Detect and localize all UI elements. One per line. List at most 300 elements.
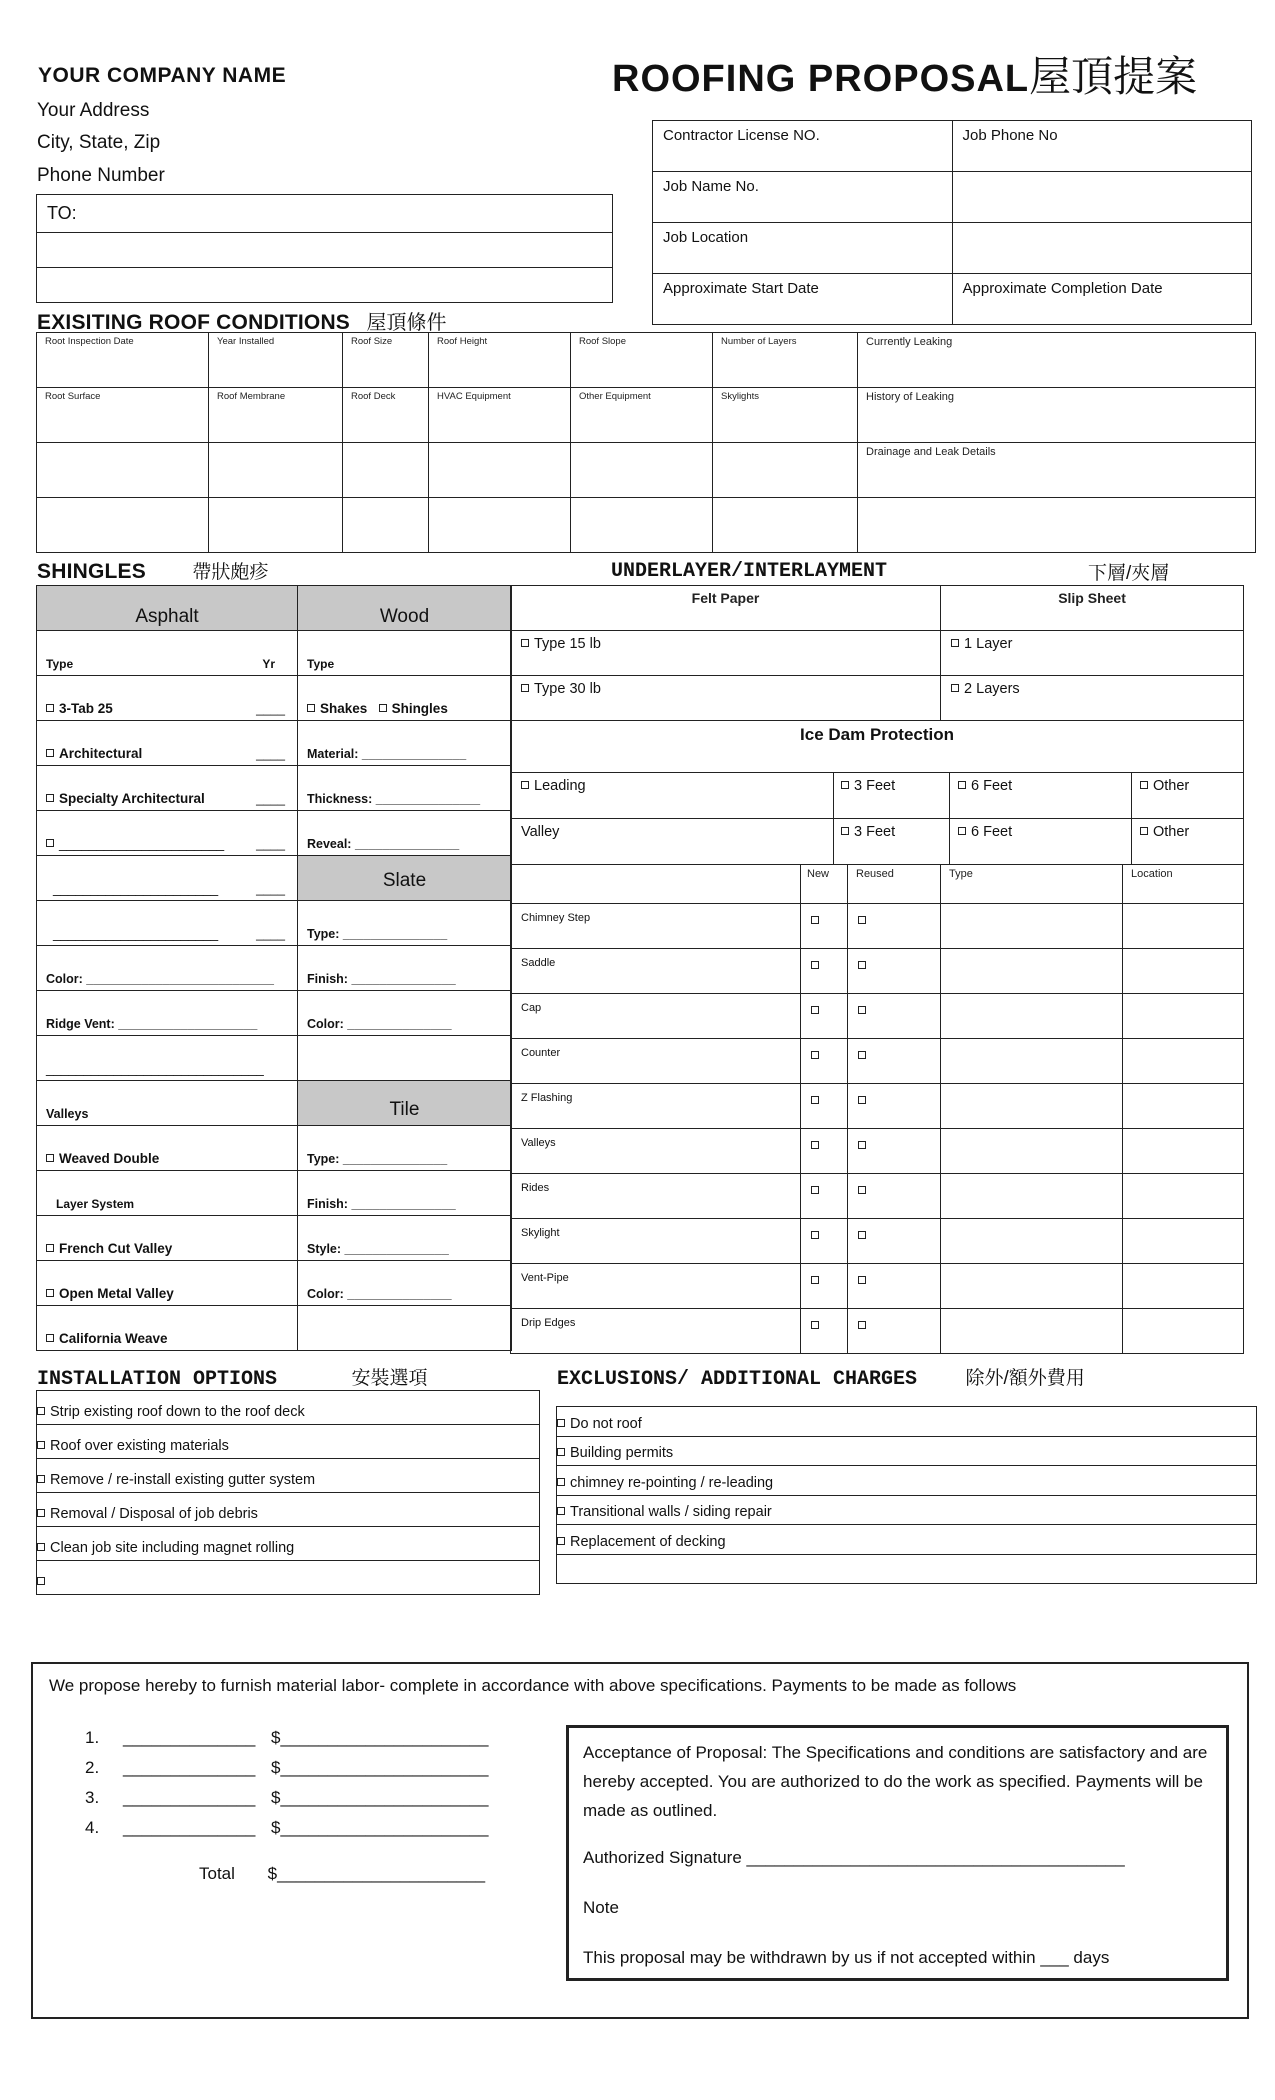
- roof-cond-cell[interactable]: [37, 443, 209, 498]
- roof-cond-label: Roof Deck: [351, 391, 396, 402]
- checkbox-icon[interactable]: [858, 916, 866, 924]
- checkbox-icon[interactable]: [841, 827, 849, 835]
- type-15-option[interactable]: [511, 631, 941, 676]
- installation-option-label: Clean job site including magnet rolling: [50, 1540, 295, 1556]
- three-tab-option[interactable]: [37, 676, 298, 721]
- valley-other-option[interactable]: [1140, 824, 1189, 840]
- ridge-vent-field[interactable]: [37, 991, 298, 1036]
- flashing-type-cell[interactable]: [941, 1264, 1123, 1309]
- flashing-type-cell[interactable]: [941, 1084, 1123, 1129]
- checkbox-icon[interactable]: [37, 1475, 45, 1483]
- roof-cond-cell[interactable]: [713, 498, 858, 553]
- ice-dam-leading-row: [511, 773, 1244, 819]
- type-15-label: [521, 636, 601, 652]
- tile-finish-label: Finish: _______________: [307, 1197, 456, 1211]
- withdrawn-text: This proposal may be withdrawn by us if not accepted within ___ days: [583, 1948, 1110, 1967]
- french-cut-option[interactable]: [37, 1216, 298, 1261]
- new-checkbox-cell[interactable]: [801, 1039, 848, 1084]
- acceptance-box: [566, 1725, 1229, 1981]
- divider: [1131, 819, 1132, 864]
- roof-cond-cell[interactable]: [571, 443, 713, 498]
- architectural-option[interactable]: [37, 721, 298, 766]
- tile-style-field[interactable]: [298, 1216, 512, 1261]
- ridge-vent-label: Ridge Vent: ____________________: [46, 1017, 258, 1031]
- checkbox-icon[interactable]: [858, 1231, 866, 1239]
- roof-inspection-date-field[interactable]: [37, 333, 209, 388]
- location-label: Location: [1131, 868, 1173, 880]
- tile-finish-field[interactable]: [298, 1171, 512, 1216]
- flashing-location-cell[interactable]: [1123, 1174, 1244, 1219]
- checkbox-icon[interactable]: [858, 1141, 866, 1149]
- california-weave-option[interactable]: [37, 1306, 298, 1351]
- california-text: California Weave: [59, 1331, 168, 1346]
- new-checkbox-cell[interactable]: [801, 1129, 848, 1174]
- asphalt-label: Asphalt: [135, 606, 199, 627]
- yr-blank: ____: [256, 746, 285, 761]
- installation-option[interactable]: [37, 1527, 540, 1561]
- flashing-location-cell[interactable]: [1123, 1129, 1244, 1174]
- flashing-location-cell[interactable]: [1123, 1264, 1244, 1309]
- weaved-text: Weaved Double: [59, 1151, 160, 1166]
- checkbox-icon[interactable]: [1140, 827, 1148, 835]
- divider: [1131, 773, 1132, 818]
- acceptance-text: Acceptance of Proposal: The Specifications and conditions are satisfactory and are hereby accepted. You are authorized to do the work as specified. Payments will be made as outlined.: [583, 1743, 1208, 1820]
- roof-cond-label: Other Equipment: [579, 391, 651, 402]
- total-row[interactable]: [199, 1864, 485, 1884]
- roof-cond-cell[interactable]: [209, 498, 343, 553]
- shakes-text: Shakes: [320, 701, 368, 716]
- tile-blank-cell[interactable]: [298, 1306, 512, 1351]
- yr-label: Yr: [262, 657, 275, 671]
- checkbox-icon[interactable]: [557, 1419, 565, 1427]
- payment-row[interactable]: [85, 1818, 488, 1838]
- checkbox-icon[interactable]: [521, 639, 529, 647]
- checkbox-icon[interactable]: [858, 1051, 866, 1059]
- wood-thickness-field[interactable]: [298, 766, 512, 811]
- tile-type-field[interactable]: [298, 1126, 512, 1171]
- flashing-location-cell[interactable]: [1123, 1219, 1244, 1264]
- wood-reveal-field[interactable]: [298, 811, 512, 856]
- reused-checkbox-cell[interactable]: [848, 1264, 941, 1309]
- exclusions-heading: [557, 1363, 1085, 1391]
- checkbox-icon[interactable]: [46, 749, 54, 757]
- reused-header: [848, 865, 941, 904]
- checkbox-icon[interactable]: [858, 1321, 866, 1329]
- job-location-field[interactable]: [653, 223, 953, 274]
- checkbox-icon[interactable]: [811, 1051, 819, 1059]
- roof-surface-field[interactable]: [37, 388, 209, 443]
- checkbox-icon[interactable]: [958, 781, 966, 789]
- six-feet-text: 6 Feet: [971, 778, 1013, 794]
- exclusion-blank[interactable]: [557, 1554, 1257, 1583]
- checkbox-icon[interactable]: [46, 839, 54, 847]
- hvac-equipment-field[interactable]: [429, 388, 571, 443]
- payment-amount: $______________________: [271, 1788, 489, 1807]
- installation-row: [37, 1493, 540, 1527]
- custom-asphalt-option[interactable]: [37, 811, 298, 856]
- roof-cond-cell[interactable]: [571, 498, 713, 553]
- thickness-label: Thickness: _______________: [307, 792, 481, 806]
- reused-checkbox-cell[interactable]: [848, 949, 941, 994]
- job-phone-field[interactable]: [952, 121, 1252, 172]
- new-checkbox-cell[interactable]: [801, 1174, 848, 1219]
- location-header: [1123, 865, 1244, 904]
- checkbox-icon[interactable]: [46, 794, 54, 802]
- asphalt-blank-full[interactable]: [37, 1036, 298, 1081]
- checkbox-icon[interactable]: [46, 1334, 54, 1342]
- to-label: TO:: [47, 203, 77, 223]
- checkbox-icon[interactable]: [811, 1186, 819, 1194]
- flashing-type-cell[interactable]: [941, 1039, 1123, 1084]
- flashing-location-cell[interactable]: [1123, 949, 1244, 994]
- reused-checkbox-cell[interactable]: [848, 1309, 941, 1354]
- payment-row[interactable]: [85, 1788, 488, 1808]
- exclusions-title: EXCLUSIONS/ ADDITIONAL CHARGES: [557, 1368, 918, 1391]
- completion-date-field[interactable]: [952, 274, 1252, 325]
- roof-cond-cell[interactable]: [343, 498, 429, 553]
- slip-label: Slip Sheet: [1058, 590, 1126, 606]
- roof-slope-field[interactable]: [571, 333, 713, 388]
- type-header: [941, 865, 1123, 904]
- reused-checkbox-cell[interactable]: [848, 1039, 941, 1084]
- payment-row[interactable]: [85, 1728, 488, 1748]
- checkbox-icon[interactable]: [557, 1537, 565, 1545]
- checkbox-icon[interactable]: [37, 1509, 45, 1517]
- blank-text: _____________________________: [46, 1061, 264, 1076]
- checkbox-icon[interactable]: [37, 1441, 45, 1449]
- flashing-location-cell[interactable]: [1123, 1309, 1244, 1354]
- flashing-item-label: Valleys: [521, 1137, 556, 1149]
- type-30-option[interactable]: [511, 676, 941, 721]
- type-label: Type: [46, 657, 74, 671]
- ice-dam-header: [511, 721, 1244, 773]
- drainage-leak-details-field[interactable]: [858, 443, 1256, 498]
- new-checkbox-cell[interactable]: [801, 1084, 848, 1129]
- blank-text: ______________________: [59, 836, 225, 851]
- flashing-item: [511, 1219, 801, 1264]
- divider: [949, 773, 950, 818]
- flashing-item-label: Cap: [521, 1002, 542, 1014]
- installation-option-label: Remove / re-install existing gutter system: [50, 1472, 316, 1488]
- page-title-text: ROOFING PROPOSAL: [612, 58, 1030, 100]
- roof-cond-cell[interactable]: [713, 443, 858, 498]
- currently-leaking-field[interactable]: [858, 333, 1256, 388]
- skylights-field[interactable]: [713, 388, 858, 443]
- valley-3ft-option[interactable]: [841, 824, 895, 840]
- weaved-double-label: [46, 1151, 159, 1166]
- installation-option[interactable]: [37, 1561, 540, 1595]
- job-name-value[interactable]: [952, 172, 1252, 223]
- checkbox-icon[interactable]: [858, 961, 866, 969]
- payment-number: 2.: [85, 1758, 100, 1777]
- new-checkbox-cell[interactable]: [801, 904, 848, 949]
- company-name: YOUR COMPANY NAME: [38, 64, 287, 87]
- tile-type-label: Type: _______________: [307, 1152, 448, 1166]
- flashing-item: [511, 1084, 801, 1129]
- to-line-3[interactable]: [37, 268, 613, 303]
- six-feet-text: 6 Feet: [971, 824, 1013, 840]
- job-phone-label: Job Phone No: [962, 127, 1058, 144]
- flashing-type-cell[interactable]: [941, 1309, 1123, 1354]
- slate-color-field[interactable]: [298, 991, 512, 1036]
- open-metal-label: [46, 1286, 174, 1301]
- roof-deck-field[interactable]: [343, 388, 429, 443]
- checkbox-icon[interactable]: [811, 916, 819, 924]
- installation-option[interactable]: [37, 1425, 540, 1459]
- felt-label: Felt Paper: [691, 590, 760, 606]
- wood-shakes-option[interactable]: [298, 676, 512, 721]
- checkbox-icon[interactable]: [1140, 781, 1148, 789]
- job-name-field[interactable]: [653, 172, 953, 223]
- open-metal-option[interactable]: [37, 1261, 298, 1306]
- checkbox-icon[interactable]: [521, 781, 529, 789]
- checkbox-icon[interactable]: [811, 1096, 819, 1104]
- shingles-table: [36, 585, 512, 1351]
- installation-option[interactable]: [37, 1459, 540, 1493]
- slate-header: [298, 856, 512, 901]
- checkbox-icon[interactable]: [37, 1407, 45, 1415]
- underlayment-title-cn: 下層/夾層: [1088, 563, 1170, 584]
- roof-cond-cell[interactable]: [858, 498, 1256, 553]
- leading-text: Leading: [534, 778, 586, 794]
- two-layers-option[interactable]: [941, 676, 1244, 721]
- installation-table: [36, 1390, 540, 1595]
- checkbox-icon[interactable]: [811, 1231, 819, 1239]
- reused-checkbox-cell[interactable]: [848, 904, 941, 949]
- flashing-item-label: Z Flashing: [521, 1092, 573, 1104]
- flashing-item-label: Vent-Pipe: [521, 1272, 569, 1284]
- installation-option-label: Strip existing roof down to the roof deck: [50, 1404, 305, 1420]
- proposal-box: [31, 1662, 1249, 2019]
- slate-finish-label: Finish: _______________: [307, 972, 456, 986]
- checkbox-icon[interactable]: [557, 1448, 565, 1456]
- exclusion-row: [557, 1525, 1257, 1555]
- company-city: City, State, Zip: [37, 132, 161, 153]
- checkbox-icon[interactable]: [811, 961, 819, 969]
- authorized-signature[interactable]: Authorized Signature ________________________________________: [583, 1848, 1125, 1867]
- license-field[interactable]: [653, 121, 953, 172]
- completion-date-label: Approximate Completion Date: [962, 280, 1163, 297]
- new-checkbox-cell[interactable]: [801, 1219, 848, 1264]
- flashing-row: [511, 904, 1244, 949]
- divider: [833, 773, 834, 818]
- material-label: Material: _______________: [307, 747, 467, 761]
- flashing-item: [511, 1129, 801, 1174]
- roof-cond-cell[interactable]: [209, 443, 343, 498]
- job-location-value[interactable]: [952, 223, 1252, 274]
- flashing-row: [511, 1264, 1244, 1309]
- payment-row[interactable]: [85, 1758, 488, 1778]
- checkbox-icon[interactable]: [557, 1507, 565, 1515]
- installation-option[interactable]: [37, 1493, 540, 1527]
- flashing-type-cell[interactable]: [941, 949, 1123, 994]
- exclusion-option[interactable]: [557, 1466, 1257, 1496]
- checkbox-icon[interactable]: [951, 639, 959, 647]
- leading-3ft-option[interactable]: [841, 778, 895, 794]
- roof-conditions-table: [36, 332, 1256, 553]
- new-checkbox-cell[interactable]: [801, 994, 848, 1039]
- flashing-location-cell[interactable]: [1123, 1084, 1244, 1129]
- tile-color-label: Color: _______________: [307, 1287, 452, 1301]
- flashing-item: [511, 1264, 801, 1309]
- exclusion-row: [557, 1407, 1257, 1437]
- flashing-location-cell[interactable]: [1123, 994, 1244, 1039]
- proposal-intro: We propose hereby to furnish material labor- complete in accordance with above specifications. Payments to be made as follows: [49, 1676, 1017, 1695]
- reused-checkbox-cell[interactable]: [848, 1129, 941, 1174]
- exclusion-option[interactable]: [557, 1525, 1257, 1555]
- installation-row: [37, 1459, 540, 1493]
- year-installed-field[interactable]: [209, 333, 343, 388]
- checkbox-icon[interactable]: [858, 1186, 866, 1194]
- checkbox-icon[interactable]: [811, 1006, 819, 1014]
- checkbox-icon[interactable]: [37, 1543, 45, 1551]
- one-layer-option[interactable]: [941, 631, 1244, 676]
- layer2-text: 2 Layers: [964, 681, 1020, 697]
- leading-other-option[interactable]: [1140, 778, 1189, 794]
- checkbox-icon[interactable]: [37, 1577, 45, 1585]
- flashing-item: [511, 1309, 801, 1354]
- specialty-text: Specialty Architectural: [59, 791, 205, 806]
- payment-number: 3.: [85, 1788, 100, 1807]
- french-cut-label: [46, 1241, 172, 1256]
- slate-type-field[interactable]: [298, 901, 512, 946]
- weaved-double-option[interactable]: [37, 1126, 298, 1171]
- exclusion-row: [557, 1466, 1257, 1496]
- checkbox-icon[interactable]: [858, 1276, 866, 1284]
- flashing-location-cell[interactable]: [1123, 1039, 1244, 1084]
- flashing-type-cell[interactable]: [941, 1219, 1123, 1264]
- other-equipment-field[interactable]: [571, 388, 713, 443]
- three-tab-text: 3-Tab 25: [59, 701, 113, 716]
- to-field[interactable]: [37, 195, 613, 233]
- exclusion-option[interactable]: [557, 1495, 1257, 1525]
- reused-label: Reused: [856, 868, 894, 880]
- roof-cond-label: History of Leaking: [866, 391, 955, 403]
- leading-option[interactable]: [521, 778, 586, 794]
- valley-6ft-option[interactable]: [958, 824, 1012, 840]
- roof-cond-cell[interactable]: [429, 443, 571, 498]
- reused-checkbox-cell[interactable]: [848, 1174, 941, 1219]
- roof-membrane-field[interactable]: [209, 388, 343, 443]
- asphalt-blank-line[interactable]: [37, 901, 298, 946]
- wood-options-label: [307, 701, 448, 716]
- wood-header: [298, 586, 512, 631]
- slate-blank-cell[interactable]: [298, 1036, 512, 1081]
- roof-cond-cell[interactable]: [343, 443, 429, 498]
- history-of-leaking-field[interactable]: [858, 388, 1256, 443]
- color-field[interactable]: [37, 946, 298, 991]
- flashing-type-cell[interactable]: [941, 994, 1123, 1039]
- to-line-2[interactable]: [37, 233, 613, 268]
- checkbox-icon[interactable]: [557, 1478, 565, 1486]
- architectural-text: Architectural: [59, 746, 143, 761]
- flashing-type-cell[interactable]: [941, 1129, 1123, 1174]
- checkbox-icon[interactable]: [379, 704, 387, 712]
- underlayment-table: [510, 585, 1244, 1354]
- flashing-location-cell[interactable]: [1123, 904, 1244, 949]
- checkbox-icon[interactable]: [858, 1006, 866, 1014]
- slate-finish-field[interactable]: [298, 946, 512, 991]
- exclusion-row: [557, 1436, 1257, 1466]
- roof-cond-label: HVAC Equipment: [437, 391, 511, 402]
- checkbox-icon[interactable]: [46, 1154, 54, 1162]
- type-30-label: [521, 681, 601, 697]
- roof-height-field[interactable]: [429, 333, 571, 388]
- underlayment-title: UNDERLAYER/INTERLAYMENT: [611, 560, 888, 583]
- tile-color-field[interactable]: [298, 1261, 512, 1306]
- exclusion-option-label: Transitional walls / siding repair: [570, 1504, 772, 1520]
- roof-cond-cell[interactable]: [429, 498, 571, 553]
- checkbox-icon[interactable]: [46, 1244, 54, 1252]
- payment-amount: $______________________: [271, 1758, 489, 1777]
- company-phone: Phone Number: [37, 165, 165, 186]
- exclusion-option[interactable]: [557, 1407, 1257, 1437]
- flash-type-label: Type: [949, 868, 973, 880]
- exclusions-title-cn: 除外/額外費用: [965, 1368, 1085, 1389]
- wood-material-field[interactable]: [298, 721, 512, 766]
- architectural-label: [46, 746, 142, 761]
- asphalt-blank-line[interactable]: [37, 856, 298, 901]
- flashing-type-cell[interactable]: [941, 904, 1123, 949]
- number-of-layers-field[interactable]: [713, 333, 858, 388]
- new-checkbox-cell[interactable]: [801, 1309, 848, 1354]
- installation-title-cn: 安裝選項: [351, 1368, 428, 1389]
- exclusion-option[interactable]: [557, 1436, 1257, 1466]
- checkbox-icon[interactable]: [46, 704, 54, 712]
- slate-label: Slate: [382, 870, 427, 891]
- flashing-row: [511, 994, 1244, 1039]
- shingles-title-cn: 帶狀皰疹: [192, 562, 269, 583]
- payment-amount: $______________________: [271, 1818, 489, 1837]
- new-checkbox-cell[interactable]: [801, 1264, 848, 1309]
- specialty-option[interactable]: [37, 766, 298, 811]
- valley-label: Valley: [521, 824, 560, 840]
- reused-checkbox-cell[interactable]: [848, 1084, 941, 1129]
- checkbox-icon[interactable]: [858, 1096, 866, 1104]
- checkbox-icon[interactable]: [951, 684, 959, 692]
- yr-blank: ____: [256, 791, 285, 806]
- checkbox-icon[interactable]: [521, 684, 529, 692]
- flashing-rows: [511, 904, 1244, 1354]
- roof-size-field[interactable]: [343, 333, 429, 388]
- leading-6ft-option[interactable]: [958, 778, 1012, 794]
- reused-checkbox-cell[interactable]: [848, 1219, 941, 1264]
- exclusions-table: [556, 1406, 1257, 1584]
- flashing-item-label: Counter: [521, 1047, 561, 1059]
- tile-label: Tile: [389, 1099, 420, 1120]
- payment-description: ______________: [123, 1728, 256, 1747]
- checkbox-icon[interactable]: [307, 704, 315, 712]
- checkbox-icon[interactable]: [811, 1141, 819, 1149]
- checkbox-icon[interactable]: [958, 827, 966, 835]
- payment-amount: $______________________: [271, 1728, 489, 1747]
- checkbox-icon[interactable]: [811, 1276, 819, 1284]
- checkbox-icon[interactable]: [46, 1289, 54, 1297]
- flashing-row: [511, 1039, 1244, 1084]
- new-checkbox-cell[interactable]: [801, 949, 848, 994]
- installation-option[interactable]: [37, 1391, 540, 1425]
- flashing-row: [511, 1084, 1244, 1129]
- license-label: Contractor License NO.: [663, 127, 820, 144]
- start-date-field[interactable]: [653, 274, 953, 325]
- roof-cond-cell[interactable]: [37, 498, 209, 553]
- roof-cond-label: Root Surface: [45, 391, 101, 402]
- exclusion-row: [557, 1554, 1257, 1583]
- checkbox-icon[interactable]: [841, 781, 849, 789]
- reused-checkbox-cell[interactable]: [848, 994, 941, 1039]
- checkbox-icon[interactable]: [811, 1321, 819, 1329]
- flashing-type-cell[interactable]: [941, 1174, 1123, 1219]
